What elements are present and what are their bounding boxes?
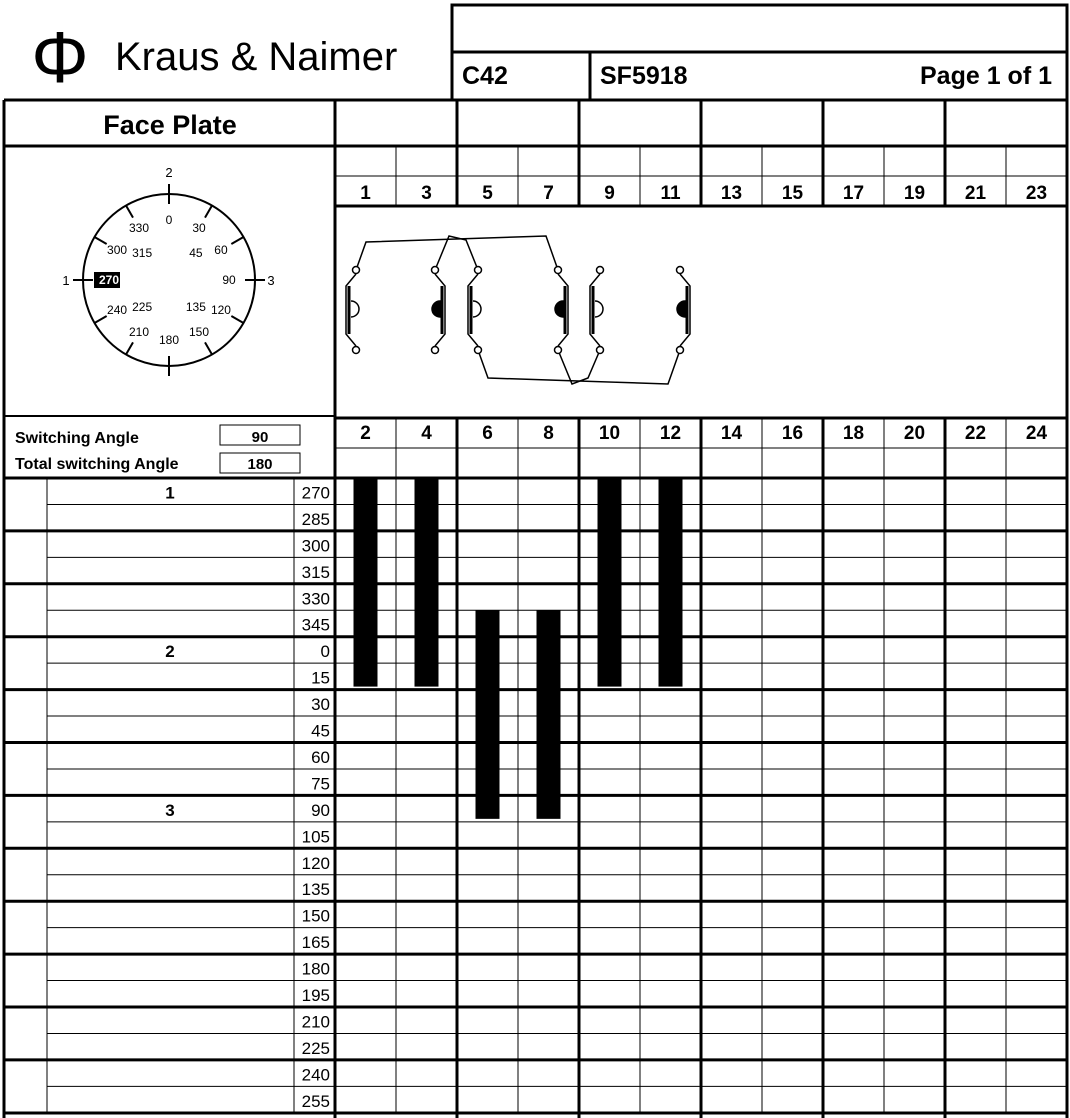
row-angle: 60	[311, 747, 330, 767]
terminal-number-top: 23	[1025, 183, 1048, 204]
closed-contact-bar	[354, 478, 378, 687]
row-angle: 210	[301, 1012, 330, 1032]
dial-angle-label: 120	[210, 303, 231, 317]
terminal-number-top: 9	[604, 183, 615, 204]
dial-angle-label: 225	[132, 299, 153, 314]
row-angle: 255	[301, 1091, 330, 1111]
row-angle: 15	[311, 668, 330, 688]
phi-symbol: Φ	[31, 18, 89, 98]
closed-contact-bar	[659, 478, 683, 687]
row-angle: 90	[311, 800, 330, 820]
terminal-number-top: 15	[781, 183, 804, 204]
row-angle: 180	[301, 959, 330, 979]
terminal-circle-11	[677, 267, 684, 274]
terminal-circle-3	[432, 267, 439, 274]
terminal-circle-6	[475, 347, 482, 354]
position-label-3: 3	[267, 273, 275, 288]
dial-angle-label: 270	[98, 273, 120, 287]
row-angle: 135	[301, 880, 330, 900]
dial-angle-label: 135	[185, 299, 206, 314]
terminal-number-top: 3	[421, 183, 432, 204]
row-angle: 150	[301, 906, 330, 926]
dial-angle-label: 330	[128, 221, 150, 236]
row-angle: 225	[301, 1038, 330, 1058]
dial-angle-label: 315	[132, 246, 153, 261]
terminal-number-top: 13	[720, 183, 743, 204]
face-plate-title: Face Plate	[103, 110, 237, 140]
dial-angle-label: 30	[192, 221, 206, 236]
switching-angle-value: 90	[251, 429, 269, 446]
terminal-number-bottom: 18	[842, 423, 865, 444]
terminal-circle-2	[353, 347, 360, 354]
terminal-number-top: 21	[964, 183, 987, 204]
dial-angle-label: 45	[189, 246, 203, 261]
terminal-circle-10	[597, 347, 604, 354]
switching-angle-label: Switching Angle	[15, 430, 139, 447]
terminal-number-bottom: 2	[360, 423, 371, 444]
row-angle: 45	[311, 721, 330, 741]
terminal-number-top: 5	[482, 183, 493, 204]
terminal-number-bottom: 10	[598, 423, 621, 444]
row-angle: 330	[301, 589, 330, 609]
terminal-circle-4	[432, 347, 439, 354]
terminal-number-bottom: 22	[964, 423, 987, 444]
terminal-number-bottom: 16	[781, 423, 804, 444]
drawing-number: SF5918	[600, 62, 688, 90]
terminal-number-bottom: 20	[903, 423, 926, 444]
terminal-number-top: 11	[660, 183, 681, 204]
series-label: C42	[462, 62, 508, 90]
row-angle: 105	[301, 827, 330, 847]
position-label-2: 2	[165, 165, 173, 180]
row-angle: 270	[301, 483, 330, 503]
terminal-number-top: 7	[543, 183, 554, 204]
row-angle: 75	[311, 774, 330, 794]
closed-contact-bar	[598, 478, 622, 687]
terminal-number-bottom: 4	[421, 423, 432, 444]
closed-contact-bar	[537, 610, 561, 819]
terminal-number-top: 1	[360, 183, 371, 204]
dial-angle-label: 180	[158, 333, 180, 347]
terminal-number-bottom: 12	[659, 423, 682, 444]
dial-angle-label: 90	[222, 273, 236, 287]
closed-contact-bar	[415, 478, 439, 687]
terminal-number-bottom: 8	[543, 423, 554, 444]
total-switching-angle-value: 180	[247, 456, 273, 473]
company-name: Kraus & Naimer	[115, 35, 398, 79]
dial-angle-label: 60	[214, 243, 228, 257]
row-angle: 30	[311, 695, 330, 715]
terminal-number-top: 19	[903, 183, 926, 204]
page-indicator: Page 1 of 1	[920, 62, 1052, 90]
row-angle: 300	[301, 536, 330, 556]
terminal-number-bottom: 14	[720, 423, 743, 444]
row-position: 1	[165, 483, 175, 503]
terminal-circle-8	[555, 347, 562, 354]
row-position: 2	[165, 642, 175, 662]
terminal-circle-9	[597, 267, 604, 274]
position-label-1: 1	[62, 273, 70, 288]
row-angle: 285	[301, 509, 330, 529]
total-switching-angle-label: Total switching Angle	[15, 456, 179, 473]
closed-contact-bar	[476, 610, 500, 819]
row-angle: 0	[320, 642, 330, 662]
row-angle: 165	[301, 933, 330, 953]
dial-angle-label: 240	[107, 303, 128, 317]
dial-angle-label: 150	[188, 324, 210, 339]
terminal-circle-12	[677, 347, 684, 354]
dial-angle-label: 210	[128, 324, 150, 339]
row-angle: 345	[301, 615, 330, 635]
row-angle: 240	[301, 1065, 330, 1085]
terminal-circle-7	[555, 267, 562, 274]
row-position: 3	[165, 800, 175, 820]
terminal-circle-1	[353, 267, 360, 274]
row-angle: 195	[301, 986, 330, 1005]
terminal-number-bottom: 24	[1025, 423, 1048, 444]
dial-angle-label: 0	[165, 213, 173, 227]
terminal-number-top: 17	[842, 183, 865, 204]
terminal-circle-5	[475, 267, 482, 274]
terminal-number-bottom: 6	[482, 423, 493, 444]
dial-angle-label: 300	[107, 243, 128, 257]
row-angle: 120	[301, 853, 330, 873]
row-angle: 315	[301, 562, 330, 582]
